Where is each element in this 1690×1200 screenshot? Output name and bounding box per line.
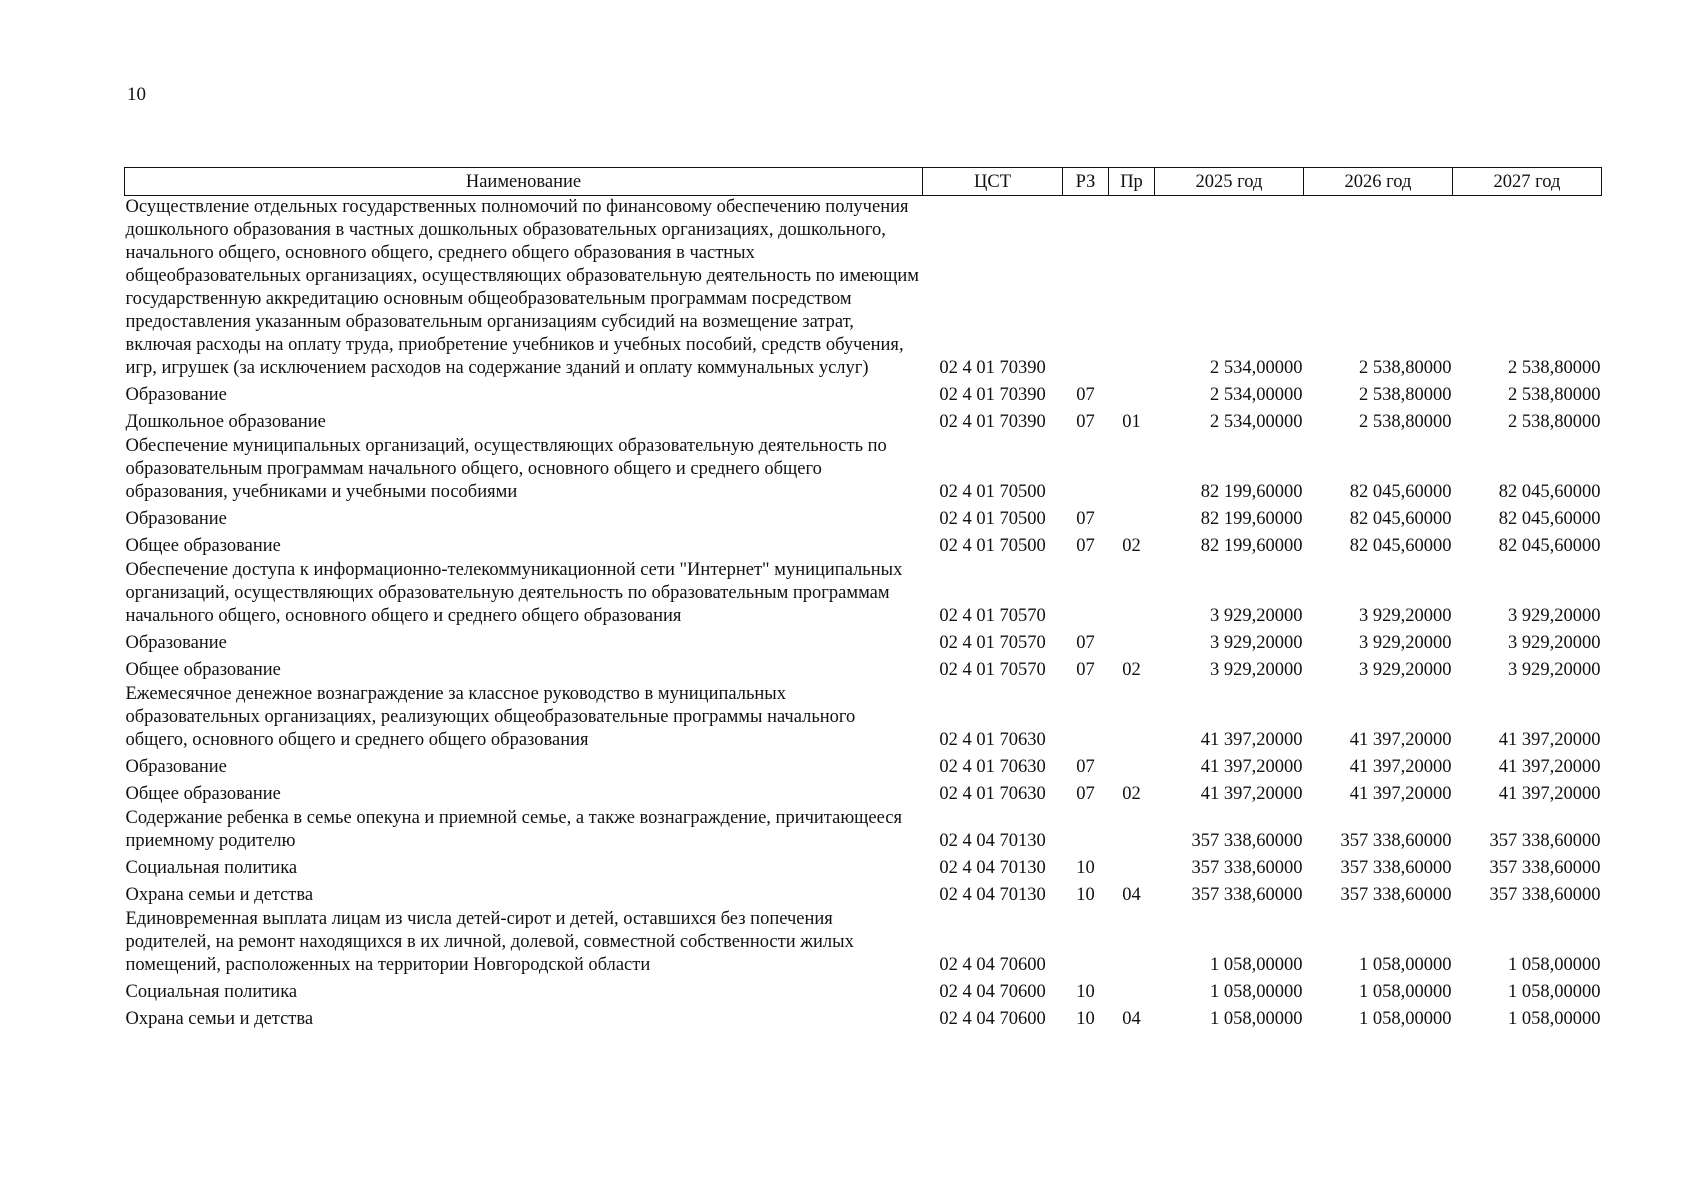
row-value-2027: 357 338,60000 <box>1489 858 1601 878</box>
row-name: Образование <box>125 757 227 777</box>
row-name: Обеспечение доступа к информационно-телекоммуникационной сети "Интернет" муниципальных организаций, осуществляющих образовательную деятельность по образовательным программам начального общего, основного общего и среднего общего образования <box>125 560 903 626</box>
row-cst: 02 4 01 70390 <box>939 385 1046 405</box>
row-name: Образование <box>125 633 227 653</box>
row-name: Общее образование <box>125 784 281 804</box>
row-value-2025: 82 199,60000 <box>1200 482 1303 502</box>
row-value-2026: 1 058,00000 <box>1359 982 1452 1002</box>
header-name: Наименование <box>125 168 923 196</box>
budget-table <box>124 167 1602 1032</box>
row-pr <box>1109 807 1155 854</box>
row-value-2025: 2 534,00000 <box>1210 412 1303 432</box>
row-name: Образование <box>125 385 227 405</box>
header-2025: 2025 год <box>1155 168 1304 196</box>
row-value-2026: 1 058,00000 <box>1359 955 1452 975</box>
row-name: Единовременная выплата лицам из числа детей-сирот и детей, оставшихся без попечения родителей, на ремонт находящихся в их личной, долевой, совместной собственности жилых помещений, расположенных на территории Новгородской области <box>125 909 854 975</box>
row-value-2026: 41 397,20000 <box>1349 784 1452 804</box>
row-cst: 02 4 04 70600 <box>939 982 1046 1002</box>
row-cst: 02 4 04 70130 <box>939 831 1046 851</box>
row-value-2025: 1 058,00000 <box>1210 955 1303 975</box>
row-pr <box>1109 559 1155 629</box>
row-value-2026: 41 397,20000 <box>1349 730 1452 750</box>
row-pr <box>1109 683 1155 753</box>
row-value-2026: 82 045,60000 <box>1349 536 1452 556</box>
row-cst: 02 4 01 70630 <box>939 730 1046 750</box>
row-name: Обеспечение муниципальных организаций, осуществляющих образовательную деятельность по образовательным программам начального общего, основного общего и среднего общего образования, учебниками и учебными пособиями <box>125 436 887 502</box>
row-pr: 04 <box>1122 885 1141 905</box>
row-pr <box>1109 854 1155 881</box>
page-number: 10 <box>127 84 146 105</box>
row-cst: 02 4 01 70500 <box>939 509 1046 529</box>
row-value-2025: 3 929,20000 <box>1210 660 1303 680</box>
table-row <box>125 753 1602 780</box>
row-value-2025: 357 338,60000 <box>1191 858 1303 878</box>
row-value-2027: 82 045,60000 <box>1498 482 1601 502</box>
row-pr <box>1109 435 1155 505</box>
row-pr <box>1109 753 1155 780</box>
table-row <box>125 807 1602 854</box>
row-value-2027: 1 058,00000 <box>1508 955 1601 975</box>
row-name: Образование <box>125 509 227 529</box>
row-value-2025: 2 534,00000 <box>1210 385 1303 405</box>
header-row <box>125 168 1602 196</box>
row-value-2026: 2 538,80000 <box>1359 358 1452 378</box>
row-rz: 10 <box>1076 858 1095 878</box>
row-value-2025: 82 199,60000 <box>1200 509 1303 529</box>
table-header <box>125 168 1602 196</box>
row-rz <box>1063 683 1109 753</box>
table-row <box>125 629 1602 656</box>
row-value-2026: 82 045,60000 <box>1349 509 1452 529</box>
row-value-2025: 41 397,20000 <box>1200 757 1303 777</box>
table-row <box>125 196 1602 382</box>
row-cst: 02 4 01 70630 <box>939 757 1046 777</box>
row-rz: 10 <box>1076 982 1095 1002</box>
row-rz <box>1063 435 1109 505</box>
row-cst: 02 4 01 70500 <box>939 482 1046 502</box>
row-rz: 07 <box>1076 784 1095 804</box>
row-value-2027: 357 338,60000 <box>1489 831 1601 851</box>
table-row <box>125 656 1602 683</box>
row-cst: 02 4 01 70570 <box>939 633 1046 653</box>
table-row <box>125 1005 1602 1032</box>
row-value-2027: 3 929,20000 <box>1508 660 1601 680</box>
row-rz <box>1063 559 1109 629</box>
row-value-2027: 3 929,20000 <box>1508 606 1601 626</box>
row-cst: 02 4 01 70630 <box>939 784 1046 804</box>
row-pr: 01 <box>1122 412 1141 432</box>
row-rz <box>1063 908 1109 978</box>
table-row <box>125 881 1602 908</box>
table-row <box>125 908 1602 978</box>
table-row <box>125 408 1602 435</box>
row-pr <box>1109 505 1155 532</box>
row-cst: 02 4 01 70390 <box>939 412 1046 432</box>
row-name: Содержание ребенка в семье опекуна и приемной семье, а также вознаграждение, причитающееся приемному родителю <box>125 808 902 851</box>
row-value-2025: 1 058,00000 <box>1210 982 1303 1002</box>
row-rz: 07 <box>1076 660 1095 680</box>
row-rz: 07 <box>1076 536 1095 556</box>
row-value-2025: 3 929,20000 <box>1210 606 1303 626</box>
row-value-2027: 41 397,20000 <box>1498 784 1601 804</box>
row-value-2025: 41 397,20000 <box>1200 730 1303 750</box>
row-pr: 04 <box>1122 1009 1141 1029</box>
row-name: Осуществление отдельных государственных полномочий по финансовому обеспечению получения дошкольного образования в частных дошкольных образовательных организациях, дошкольного, начального общего, основного общего, среднего общего образования в частных общеобразовательных организациях, осуществляющих образовательную деятельность по имеющим государственную аккредитацию основным общеобразовательным программам посредством предоставления указанным образовательным организациям субсидий на возмещение затрат, включая расходы на оплату труда, приобретение учебников и учебных пособий, средств обучения, игр, игрушек (за исключением расходов на содержание зданий и оплату коммунальных услуг) <box>125 197 919 378</box>
row-value-2026: 2 538,80000 <box>1359 412 1452 432</box>
row-rz: 07 <box>1076 757 1095 777</box>
row-value-2025: 2 534,00000 <box>1210 358 1303 378</box>
table-row <box>125 559 1602 629</box>
row-value-2025: 357 338,60000 <box>1191 831 1303 851</box>
header-pr: Пр <box>1109 168 1155 196</box>
row-value-2027: 357 338,60000 <box>1489 885 1601 905</box>
row-name: Социальная политика <box>125 982 298 1002</box>
row-rz: 07 <box>1076 509 1095 529</box>
row-value-2027: 82 045,60000 <box>1498 536 1601 556</box>
row-name: Общее образование <box>125 536 281 556</box>
row-value-2026: 3 929,20000 <box>1359 660 1452 680</box>
row-rz: 07 <box>1076 412 1095 432</box>
row-value-2026: 41 397,20000 <box>1349 757 1452 777</box>
table-row <box>125 683 1602 753</box>
row-name: Охрана семьи и детства <box>125 885 314 905</box>
row-cst: 02 4 04 70600 <box>939 955 1046 975</box>
table-body <box>125 196 1602 1033</box>
row-pr <box>1109 196 1155 382</box>
row-value-2026: 357 338,60000 <box>1340 831 1452 851</box>
row-value-2025: 1 058,00000 <box>1210 1009 1303 1029</box>
row-value-2025: 82 199,60000 <box>1200 536 1303 556</box>
row-value-2027: 2 538,80000 <box>1508 358 1601 378</box>
row-rz <box>1063 196 1109 382</box>
row-rz: 10 <box>1076 1009 1095 1029</box>
row-value-2026: 3 929,20000 <box>1359 606 1452 626</box>
row-cst: 02 4 04 70130 <box>939 885 1046 905</box>
row-value-2026: 82 045,60000 <box>1349 482 1452 502</box>
header-2027: 2027 год <box>1453 168 1602 196</box>
row-value-2025: 41 397,20000 <box>1200 784 1303 804</box>
row-value-2025: 3 929,20000 <box>1210 633 1303 653</box>
header-2026: 2026 год <box>1304 168 1453 196</box>
row-name: Дошкольное образование <box>125 412 326 432</box>
table-row <box>125 780 1602 807</box>
row-value-2026: 357 338,60000 <box>1340 885 1452 905</box>
row-name: Социальная политика <box>125 858 298 878</box>
row-value-2026: 357 338,60000 <box>1340 858 1452 878</box>
header-rz: РЗ <box>1063 168 1109 196</box>
table-row <box>125 381 1602 408</box>
row-rz <box>1063 807 1109 854</box>
row-value-2027: 41 397,20000 <box>1498 757 1601 777</box>
row-pr: 02 <box>1122 660 1141 680</box>
row-value-2027: 3 929,20000 <box>1508 633 1601 653</box>
table-row <box>125 854 1602 881</box>
row-value-2026: 1 058,00000 <box>1359 1009 1452 1029</box>
row-pr <box>1109 908 1155 978</box>
row-name: Общее образование <box>125 660 281 680</box>
row-cst: 02 4 01 70390 <box>939 358 1046 378</box>
row-rz: 07 <box>1076 633 1095 653</box>
row-cst: 02 4 01 70570 <box>939 606 1046 626</box>
row-pr <box>1109 978 1155 1005</box>
row-pr <box>1109 629 1155 656</box>
row-rz: 10 <box>1076 885 1095 905</box>
table-row <box>125 532 1602 559</box>
row-cst: 02 4 04 70600 <box>939 1009 1046 1029</box>
row-cst: 02 4 04 70130 <box>939 858 1046 878</box>
row-value-2027: 2 538,80000 <box>1508 385 1601 405</box>
row-value-2027: 41 397,20000 <box>1498 730 1601 750</box>
row-cst: 02 4 01 70500 <box>939 536 1046 556</box>
row-value-2027: 1 058,00000 <box>1508 1009 1601 1029</box>
row-value-2027: 82 045,60000 <box>1498 509 1601 529</box>
row-value-2026: 3 929,20000 <box>1359 633 1452 653</box>
row-pr: 02 <box>1122 784 1141 804</box>
row-name: Охрана семьи и детства <box>125 1009 314 1029</box>
row-pr <box>1109 381 1155 408</box>
row-cst: 02 4 01 70570 <box>939 660 1046 680</box>
table-row <box>125 435 1602 505</box>
row-value-2026: 2 538,80000 <box>1359 385 1452 405</box>
table-row <box>125 505 1602 532</box>
row-value-2027: 2 538,80000 <box>1508 412 1601 432</box>
row-name: Ежемесячное денежное вознаграждение за классное руководство в муниципальных образовательных организациях, реализующих общеобразовательные программы начального общего, основного общего и среднего общего образования <box>125 684 856 750</box>
row-rz: 07 <box>1076 385 1095 405</box>
table-row <box>125 978 1602 1005</box>
row-value-2025: 357 338,60000 <box>1191 885 1303 905</box>
row-value-2027: 1 058,00000 <box>1508 982 1601 1002</box>
row-pr: 02 <box>1122 536 1141 556</box>
header-cst: ЦСТ <box>923 168 1063 196</box>
